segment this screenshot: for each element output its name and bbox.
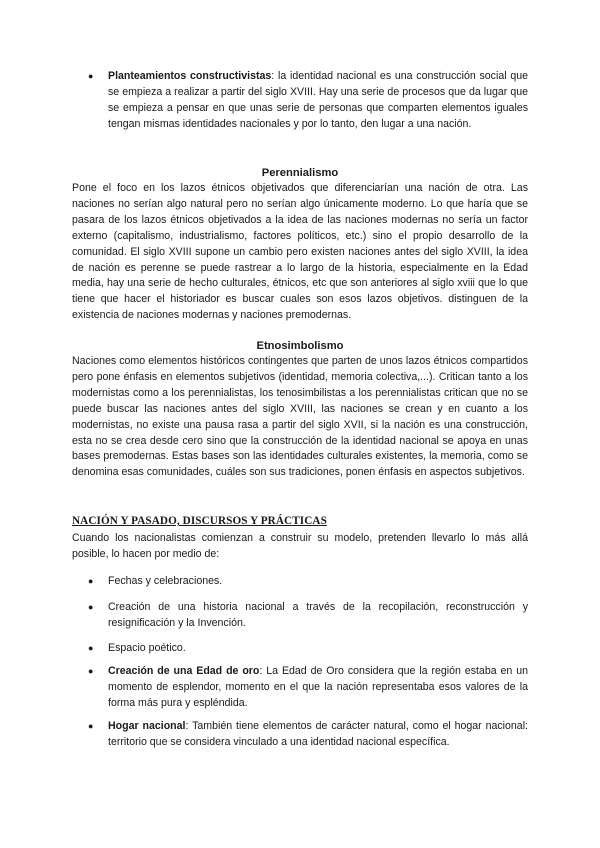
list-item-body: [108, 600, 528, 632]
list-item-text: : La Edad de Oro considera que la región estaba en un momento de esplendor, momento en el que la nación representaba esos valores de la forma más pura y espléndida.: [108, 665, 528, 709]
list-item-espacio-poetico: [88, 641, 528, 657]
list-item-body: [108, 719, 528, 751]
bullet-marker: ●: [88, 576, 94, 586]
list-item-text: Fechas y celebraciones.: [108, 575, 223, 587]
section-title-nacion-pasado: NACIÓN Y PASADO, DISCURSOS Y PRÁCTICAS: [72, 515, 327, 527]
paragraph-perennialismo: Pone el foco en los lazos étnicos objetivados que diferenciarían una nación de otra. Las naciones no serían algo natural pero no serían algo únicamente moderno. Lo que haría que se pasara de los lazos étnicos objetivados a la idea de las naciones modernas no sería un factor externo (capitalismo, industrialismo, factores políticos, etc.) sino el propio desarrollo de la comunidad. El siglo XVIII supone un cambio pero existen naciones antes del siglo XVIII, la idea de nación es perenne se puede rastrear a lo largo de la historia, especialmente en la Edad media, hay una serie de hecho culturales, étnicos, etc que son anteriores al siglo xviii que lo que tiene que hacer el historiador es buscar cuales son esos lazos objetivos. distinguen de la existencia de naciones modernas y naciones premodernas.: [72, 182, 528, 322]
heading-perennialismo: Perennialismo: [261, 167, 339, 179]
bullet-marker: ●: [88, 643, 94, 653]
list-item-text: : la identidad nacional es una construcción social que se empieza a realizar a partir del siglo XVIII. Hay una serie de procesos que da lugar que se empieza a pensar en que unas serie de personas que comparten elementos iguales tengan mismas identidades nacionales y por lo tanto, den lugar a una nación.: [108, 70, 528, 130]
list-item-hogar-nacional: [88, 719, 528, 751]
list-item-text: Creación de una historia nacional a través de la recopilación, reconstrucción y resignificación y la Invención.: [108, 601, 528, 629]
list-item-bold: Planteamientos constructivistas: [108, 70, 272, 82]
list-item-body: [108, 574, 528, 590]
list-item-text: : También tiene elementos de carácter natural, como el hogar nacional: territorio que se considera vinculado a una identidad nacional específica.: [108, 720, 528, 748]
bullet-marker: ●: [88, 721, 94, 731]
list-item-historia-nacional: [88, 600, 528, 632]
list-item-body: [108, 641, 528, 657]
paragraph-etnosimbolismo: Naciones como elementos históricos contingentes que parten de unos lazos étnicos compartidos pero pone énfasis en elementos subjetivos (identidad, memoria colectiva,...). Critican tanto a los modernistas como a los perennialistas, los tenosimbilistas a los perennialistas critican que no se puede buscar las naciones antes del siglo XVIII, las naciones se crean y en cuanto a los modernistas, no existe una pausa rasa a partir del siglo XVII, si la nación es una construcción, esta no se crea desde cero sino que la construcción de la identidad nacional se apoya en unas bases premodernas. Estas bases son las identidades culturales existentes, la memoria, como se denomina esas comunidades, cuáles son sus tradiciones, ponen énfasis en aspectos subjetivos.: [72, 355, 528, 479]
list-item-edad-de-oro: [88, 664, 528, 712]
list-item-constructivistas: [88, 69, 528, 133]
list-item-fechas: [88, 574, 528, 590]
paragraph-intro: Cuando los nacionalistas comienzan a construir su modelo, pretenden llevarlo lo más allá posible, lo hacen por medio de:: [72, 532, 528, 560]
bullet-marker: ●: [88, 666, 94, 676]
list-item-text: Espacio poético.: [108, 642, 186, 654]
list-item-bold: Creación de una Edad de oro: [108, 665, 260, 677]
bullet-marker: ●: [88, 602, 94, 612]
list-item-body: [108, 69, 528, 133]
bullet-marker: ●: [88, 71, 94, 81]
heading-etnosimbolismo: Etnosimbolismo: [256, 340, 344, 352]
list-item-body: [108, 664, 528, 712]
list-item-bold: Hogar nacional: [108, 720, 186, 732]
